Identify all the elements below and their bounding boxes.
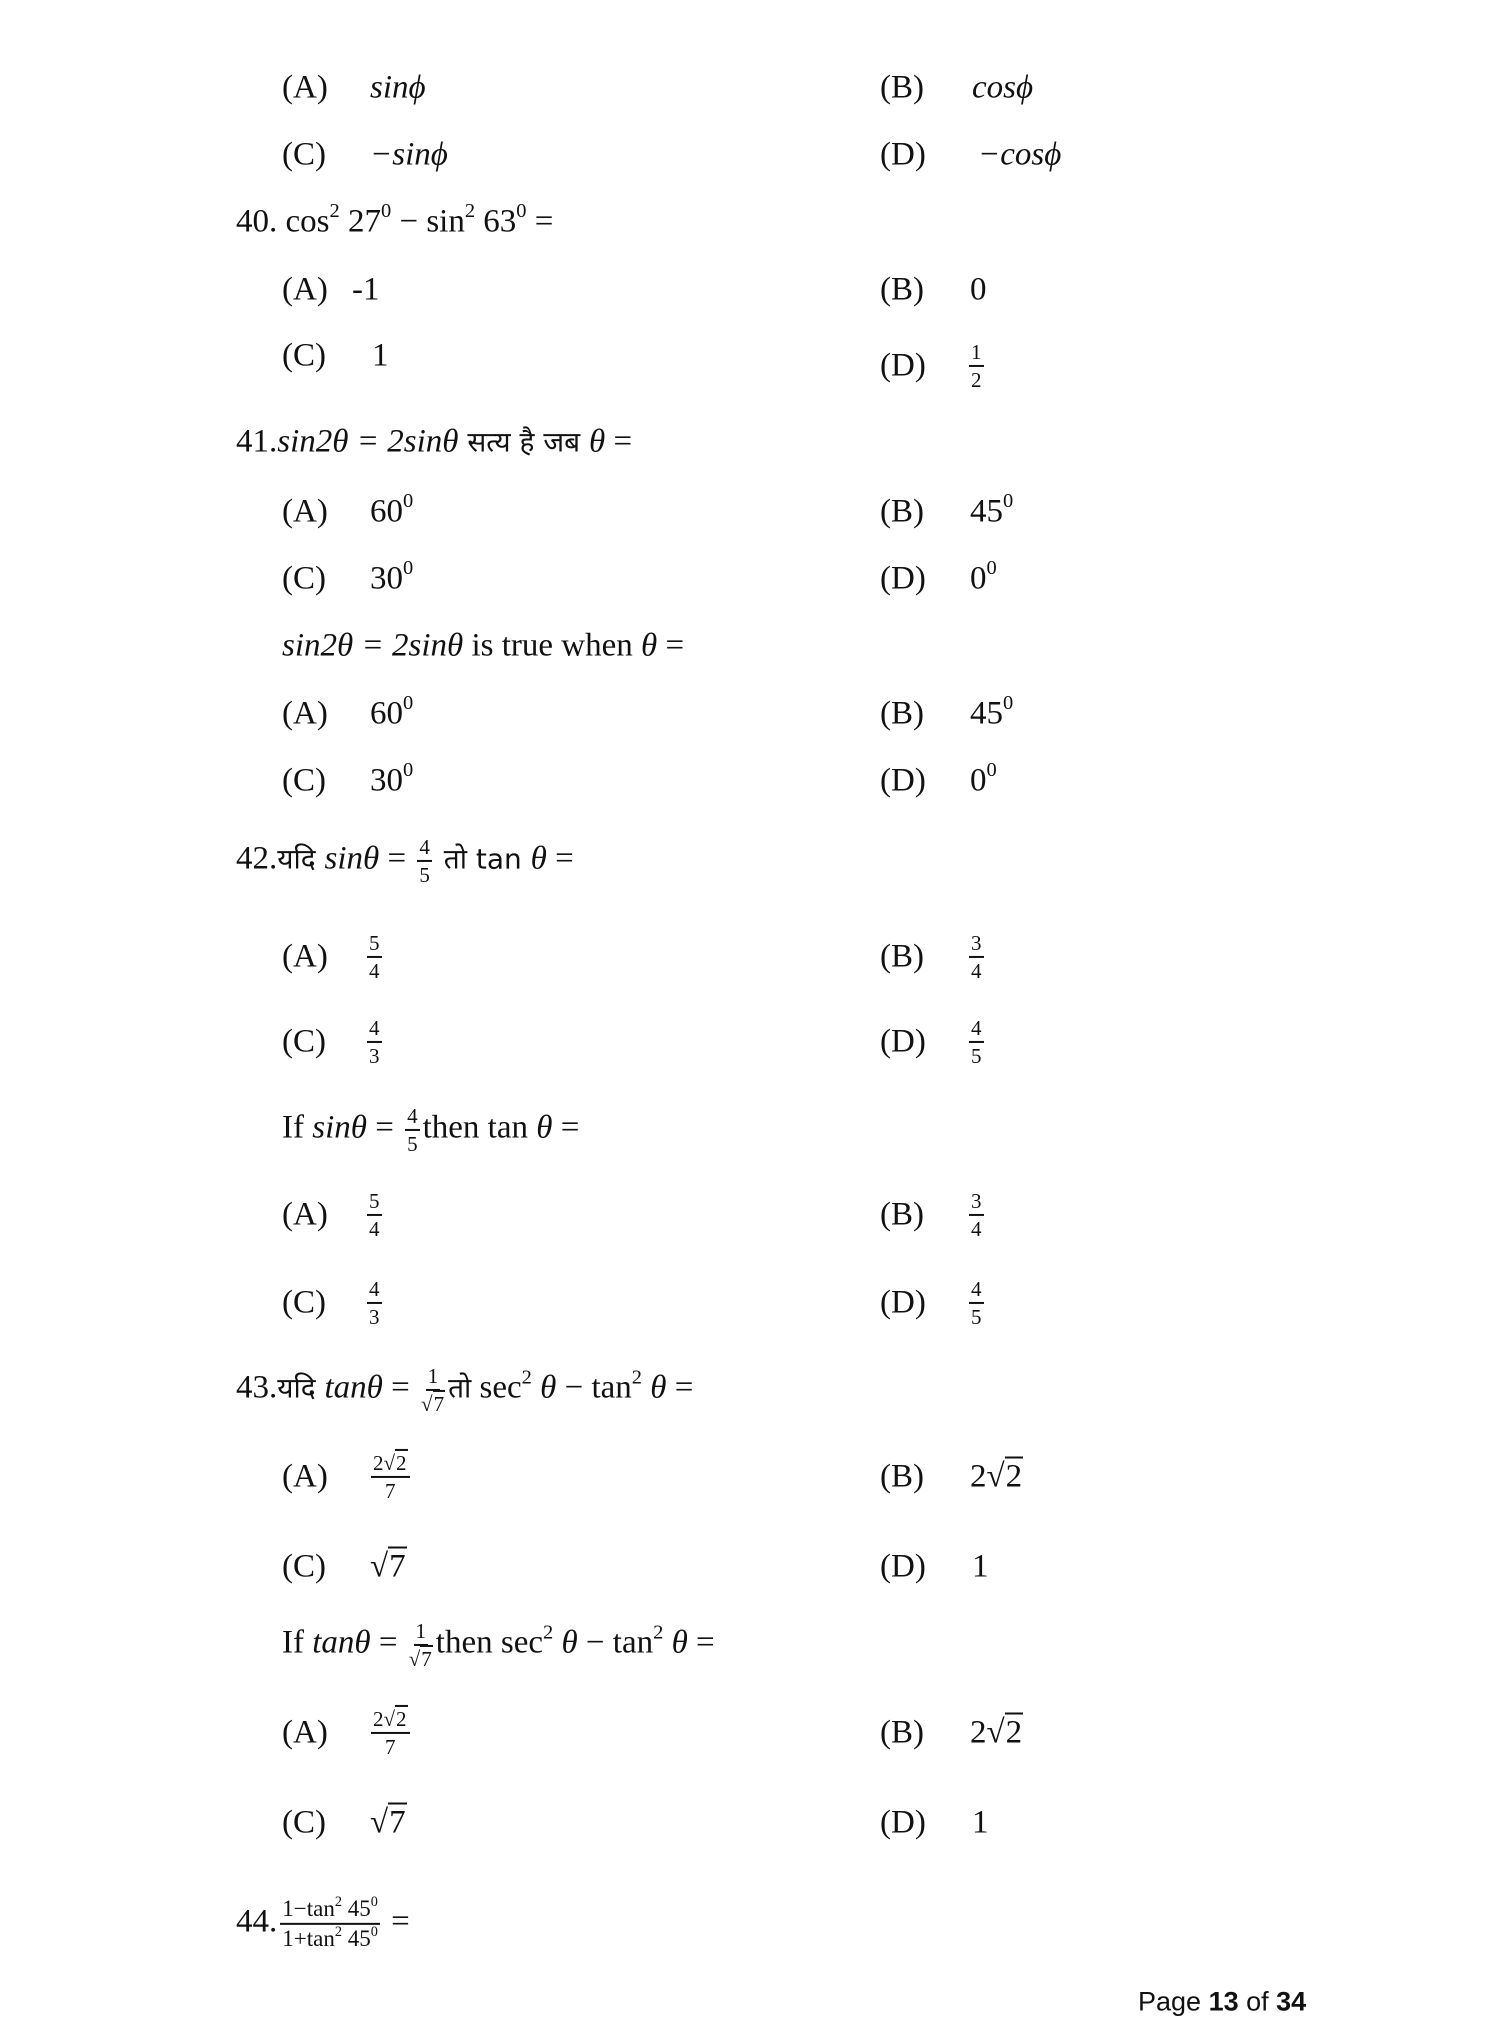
fraction: $\frac{1-\tan^2 45^0}{1+\tan^2 45^0}$ — [282, 1893, 378, 1951]
fraction: $\frac{1}{√7}$ — [421, 1363, 445, 1416]
option-label: (D) — [880, 1023, 926, 1060]
option-label: (C) — [282, 136, 326, 173]
option-label: (B) — [880, 493, 924, 530]
option-label: (C) — [282, 762, 326, 799]
option-label: (B) — [880, 69, 924, 106]
option-value: $30^0$ — [370, 759, 414, 799]
fraction: $\frac{1}{2}$ — [971, 339, 982, 392]
option-value: $\frac{5}{4}$ — [369, 1188, 380, 1241]
option-label: (A) — [282, 695, 328, 732]
question-number: 41. — [236, 423, 278, 460]
question-43-english: If tanθ = $\frac{1}{√7}$ then $\sec^2 \theta - \tan^2 \theta$ = — [282, 1618, 715, 1671]
option-label: (C) — [282, 1284, 326, 1321]
option-label: (C) — [282, 1804, 326, 1841]
option-value: −sinϕ — [370, 136, 448, 173]
option-value: $\frac{4}{5}$ — [971, 1015, 982, 1068]
option-label: (B) — [880, 695, 924, 732]
option-value: -1 — [352, 271, 380, 308]
question-42-hindi: 42.यदि sinθ = $\frac{4}{5}$ तो tan θ = — [236, 834, 574, 887]
option-label: (D) — [880, 762, 926, 799]
option-value — [966, 341, 987, 391]
question-41-english: sin2θ = 2sinθ is true when θ = — [282, 627, 685, 664]
option-label: (D) — [880, 1804, 926, 1841]
question-44: 44. $\frac{1-\tan^2 45^0}{1+\tan^2 45^0}$ = — [236, 1893, 410, 1951]
question-40: 40. $\cos^2 27^0 - \sin^2 63^0$ = — [236, 200, 554, 240]
option-value: $45^0$ — [970, 692, 1014, 732]
option-value: √7 — [370, 1804, 406, 1841]
option-label: (D) — [880, 1548, 926, 1585]
option-value: $\frac{2√2}{7}$ — [368, 1708, 413, 1758]
option-label: (B) — [880, 938, 924, 975]
question-number: 43. — [236, 1369, 278, 1406]
question-number: 44. — [236, 1903, 278, 1940]
option-label: (A) — [282, 69, 328, 106]
option-label: (C) — [282, 1023, 326, 1060]
option-label: (D) — [880, 347, 926, 384]
option-value: $0^0$ — [970, 759, 997, 799]
option-label: (D) — [880, 560, 926, 597]
option-label: (B) — [880, 271, 924, 308]
option-value: $\frac{4}{3}$ — [369, 1015, 380, 1068]
option-value: cosϕ — [972, 69, 1034, 106]
option-label: (C) — [282, 560, 326, 597]
option-label: (A) — [282, 1196, 328, 1233]
question-42-english: If sinθ = $\frac{4}{5}$ then tan θ = — [282, 1103, 580, 1156]
option-label: (A) — [282, 493, 328, 530]
option-value: $45^0$ — [970, 490, 1014, 530]
option-value: $\frac{4}{5}$ — [971, 1276, 982, 1329]
option-value: $60^0$ — [370, 692, 414, 732]
option-label: (D) — [880, 136, 926, 173]
option-label: (A) — [282, 1458, 328, 1495]
option-label: (B) — [880, 1458, 924, 1495]
fraction: $\frac{4}{5}$ — [407, 1103, 418, 1156]
option-label: (A) — [282, 938, 328, 975]
question-43-hindi: 43.यदि tanθ = $\frac{1}{√7}$ तो $\sec^2 \theta - \tan^2 \theta$ = — [236, 1363, 694, 1416]
question-number: 40. — [236, 203, 278, 240]
option-value: $\frac{3}{4}$ — [971, 930, 982, 983]
question-41-hindi: 41.sin2θ = 2sinθ सत्य है जब θ = — [236, 423, 633, 460]
option-value: $\frac{5}{4}$ — [369, 930, 380, 983]
option-value: 1 — [972, 1548, 989, 1585]
option-label: (D) — [880, 1284, 926, 1321]
option-value: 0 — [970, 271, 987, 308]
option-value: $60^0$ — [370, 490, 414, 530]
option-label: (C) — [282, 1548, 326, 1585]
option-value: 1 — [972, 1804, 989, 1841]
option-value: 2√2 — [970, 1458, 1023, 1495]
option-value: $\frac{4}{3}$ — [369, 1276, 380, 1329]
option-label: (A) — [282, 271, 328, 308]
question-number: 42. — [236, 840, 278, 877]
option-value: $\frac{2√2}{7}$ — [368, 1452, 413, 1502]
option-value: $0^0$ — [970, 557, 997, 597]
option-value: √7 — [370, 1548, 406, 1585]
fraction: $\frac{4}{5}$ — [419, 834, 430, 887]
fraction: $\frac{1}{√7}$ — [408, 1618, 432, 1671]
option-label: (B) — [880, 1714, 924, 1751]
option-label: (C) — [282, 337, 326, 374]
option-value: $\frac{3}{4}$ — [971, 1188, 982, 1241]
option-label: (A) — [282, 1714, 328, 1751]
page-indicator: Page 13 of 34 — [1138, 1986, 1307, 2017]
option-value: sinϕ — [370, 69, 426, 106]
option-label: (B) — [880, 1196, 924, 1233]
option-value: $30^0$ — [370, 557, 414, 597]
option-value: −cosϕ — [978, 136, 1062, 173]
option-value: 1 — [372, 337, 389, 374]
option-value: 2√2 — [970, 1714, 1023, 1751]
